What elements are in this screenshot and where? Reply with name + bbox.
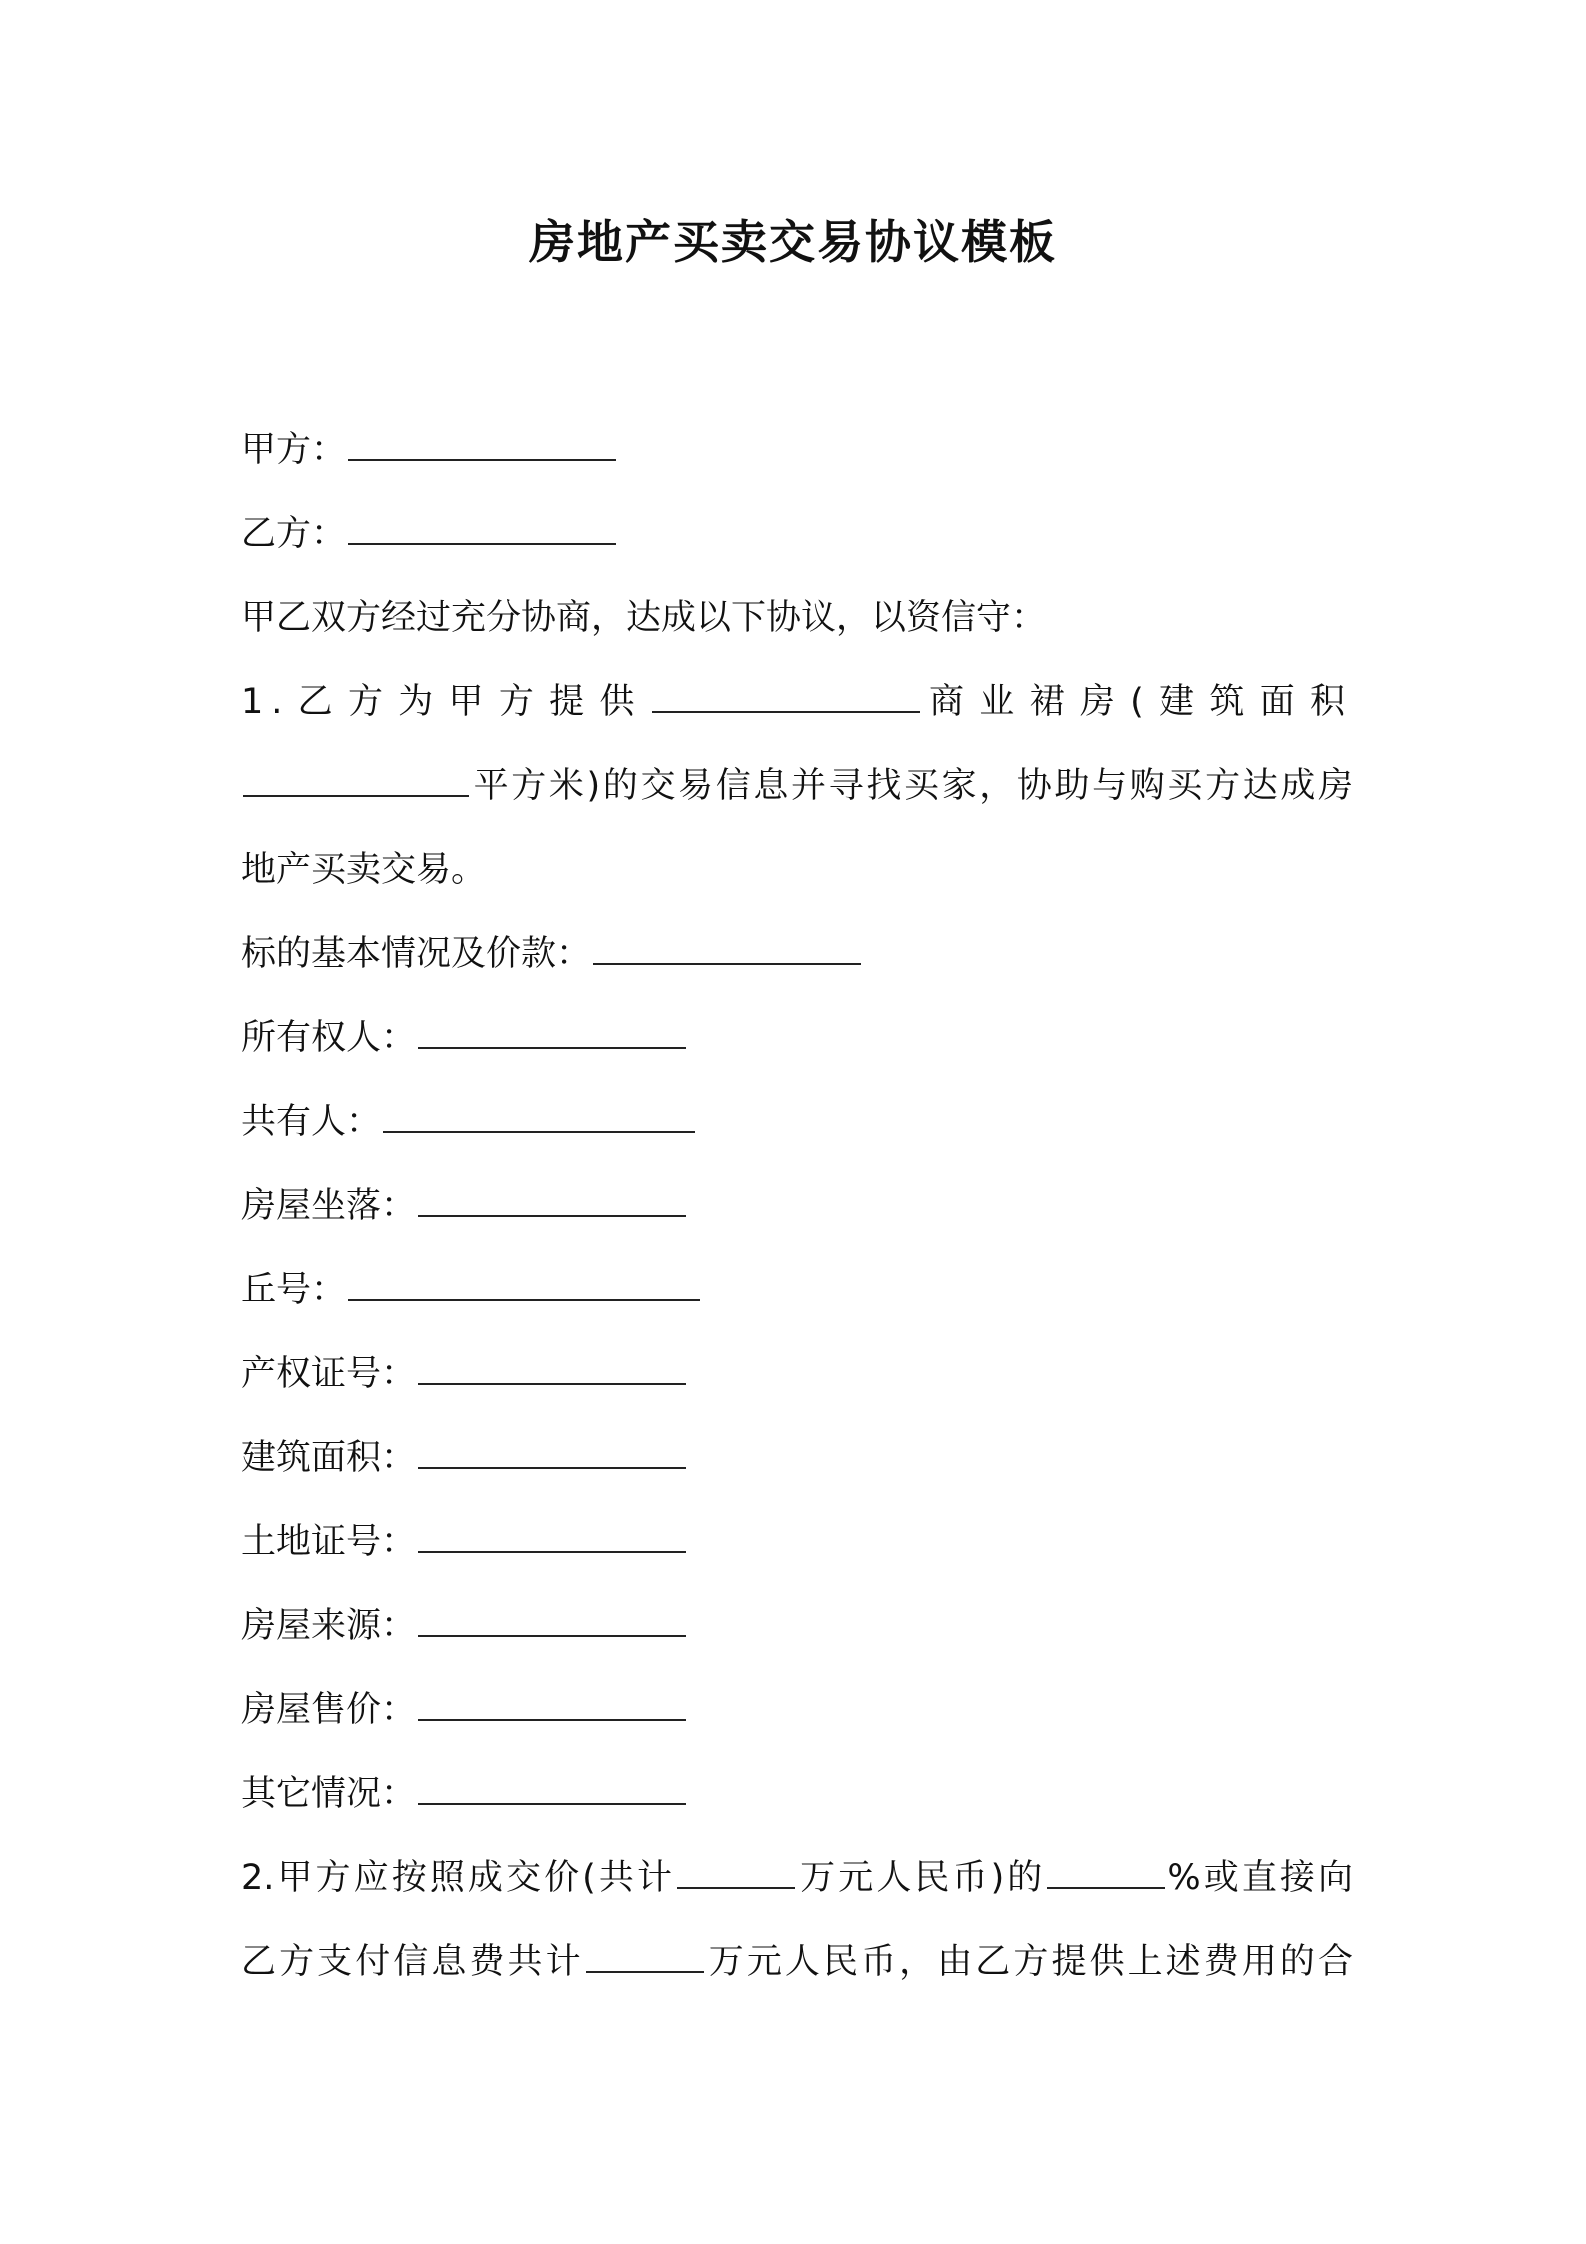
field-label: 建筑面积：: [241, 1438, 417, 1478]
clause1-area-blank: [243, 765, 469, 797]
intro-line: 甲乙双方经过充分协商，达成以下协议，以资信守：: [241, 598, 1047, 638]
field-blank: [593, 933, 861, 965]
field-label: 丘号：: [241, 1270, 347, 1310]
clause1-line3: 地产买卖交易。: [241, 850, 487, 890]
clause2-line2: [241, 1920, 1353, 2004]
field-line: [241, 912, 1353, 996]
clause1-part3: 平方米)的交易信息并寻找买家，协助与购买方达成房: [471, 766, 1353, 806]
field-blank: [418, 1185, 686, 1217]
field-label: 所有权人：: [241, 1018, 417, 1058]
party-b-label: 乙方：: [241, 514, 347, 554]
clause1-part2: 商业裙房(建筑面积: [921, 682, 1353, 722]
clause2-fee-blank: [586, 1941, 704, 1973]
field-blank: [418, 1521, 686, 1553]
field-blank: [348, 1269, 700, 1301]
party-b-blank: [348, 513, 616, 545]
field-blank: [418, 1437, 686, 1469]
field-line: [241, 996, 1353, 1080]
clause2-total-blank: [677, 1857, 795, 1889]
clause2-percent-blank: [1047, 1857, 1165, 1889]
party-a-blank: [348, 429, 616, 461]
field-label: 房屋售价：: [241, 1690, 417, 1730]
field-label: 产权证号：: [241, 1354, 417, 1394]
field-line: [241, 1584, 1353, 1668]
field-label: 房屋来源：: [241, 1606, 417, 1646]
field-label: 标的基本情况及价款：: [241, 934, 592, 974]
field-blank: [418, 1773, 686, 1805]
clause2-part3: %或直接向: [1167, 1858, 1353, 1898]
clause2-part5: 万元人民币，由乙方提供上述费用的合: [705, 1942, 1353, 1982]
field-line: [241, 1248, 1353, 1332]
field-label: 共有人：: [241, 1102, 382, 1142]
field-label: 其它情况：: [241, 1774, 417, 1814]
field-label: 土地证号：: [241, 1522, 417, 1562]
field-line: [241, 1164, 1353, 1248]
clause1-part1: 1.乙方为甲方提供: [241, 682, 650, 722]
field-label: 房屋坐落：: [241, 1186, 417, 1226]
field-line: [241, 1416, 1353, 1500]
document-body: [241, 408, 1353, 2004]
field-blank: [418, 1605, 686, 1637]
clause2-part1: 2.甲方应按照成交价(共计: [241, 1858, 676, 1898]
party-b-line: [241, 492, 1353, 576]
field-line: [241, 1332, 1353, 1416]
field-blank: [418, 1353, 686, 1385]
field-line: [241, 1668, 1353, 1752]
clause2-line1: [241, 1836, 1353, 1920]
party-a-line: [241, 408, 1353, 492]
clause2-part2: 万元人民币)的: [797, 1858, 1046, 1898]
party-a-label: 甲方：: [241, 430, 347, 470]
field-line: [241, 1080, 1353, 1164]
clause1-line2: [241, 744, 1353, 828]
clause1-line1: [241, 660, 1353, 744]
clause2-part4: 乙方支付信息费共计: [241, 1942, 584, 1982]
field-blank: [418, 1689, 686, 1721]
field-line: [241, 1500, 1353, 1584]
field-blank: [383, 1101, 695, 1133]
clause1-property-blank: [652, 681, 920, 713]
field-blank: [418, 1017, 686, 1049]
document-title: 房地产买卖交易协议模板: [529, 215, 1057, 269]
field-line: [241, 1752, 1353, 1836]
